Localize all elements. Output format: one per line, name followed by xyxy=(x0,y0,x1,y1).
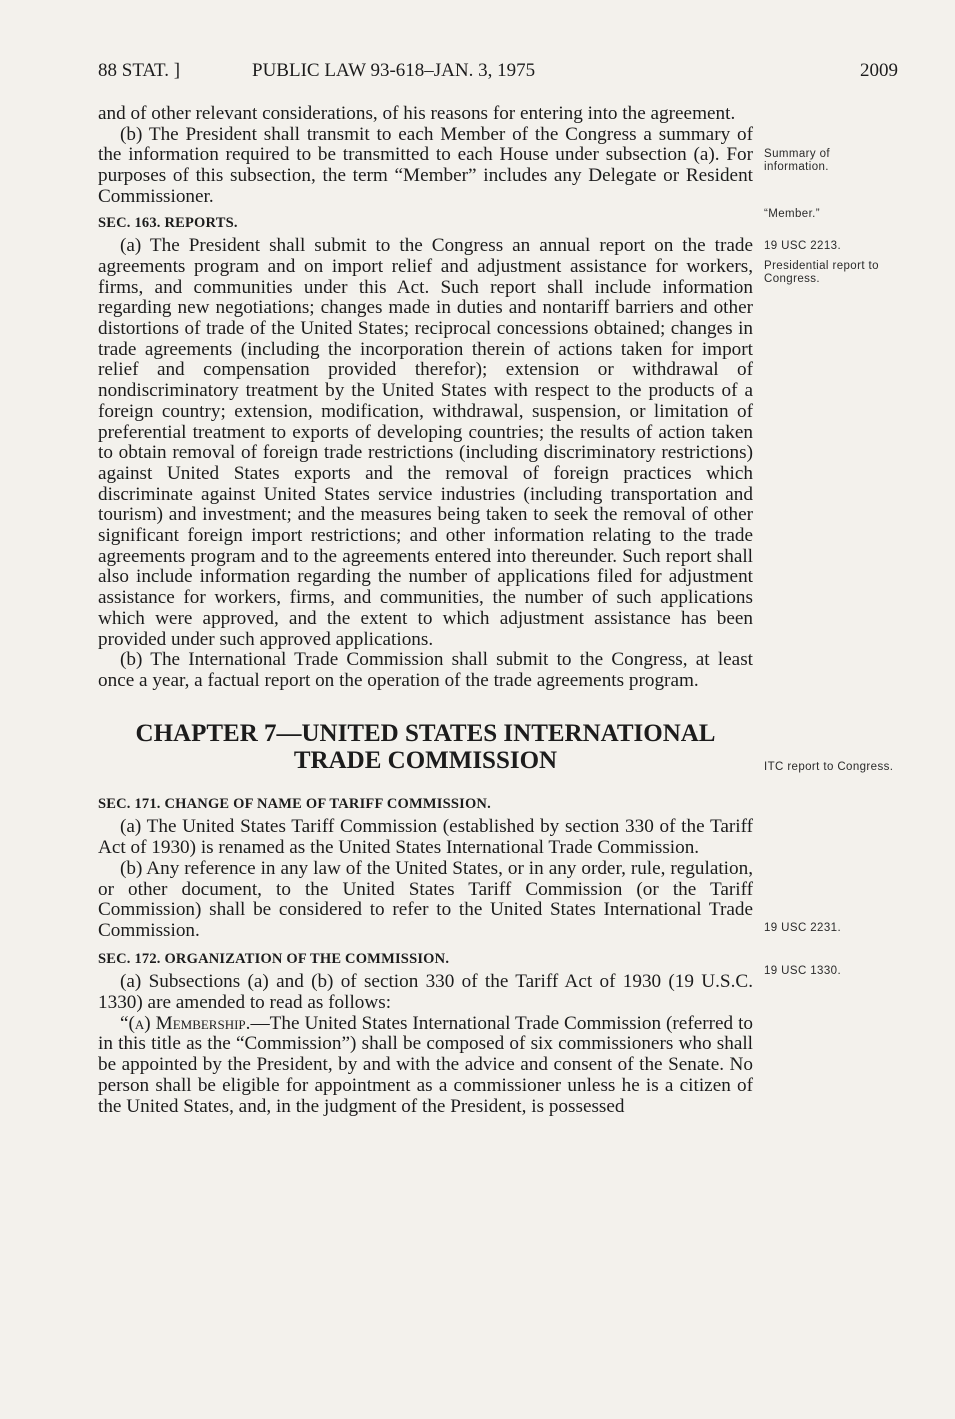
margin-note-presidential-report: Presidential report to Congress. xyxy=(764,260,879,285)
paragraph-membership xyxy=(98,1014,753,1118)
section-163-heading: SEC. 163. REPORTS. xyxy=(98,214,238,231)
page-number: 2009 xyxy=(860,60,898,81)
paragraph-163b: (b) The International Trade Commission shall submit to the Congress, at least once a year, a factual report on the operation of the trade agreements program. xyxy=(98,649,753,691)
paragraph-171b: (b) Any reference in any law of the United States, or in any order, rule, regulation, or other document, to the United States Tariff Commission (or the Tariff Commission) shall be considered to refer to the United States International Trade Commission. xyxy=(98,857,753,941)
paragraph-172a: (a) Subsections (a) and (b) of section 330 of the Tariff Act of 1930 (19 U.S.C. 1330) are amended to read as follows: xyxy=(98,971,753,1014)
section-172-heading: SEC. 172. ORGANIZATION OF THE COMMISSION. xyxy=(98,950,450,967)
membership-text: —The United States International Trade Commission (referred to in this title as the “Commission”) shall be composed of six commissioners who shall be appointed by the President, by and with the advice and consent of the Senate. No person shall be eligible for appointment as a commissioner unless he is a citizen of the United States, and, in the judgment of the President, is possessed xyxy=(98,1012,753,1117)
paragraph-171a: (a) The United States Tariff Commission (established by section 330 of the Tariff Act of 1930) is renamed as the United States International Trade Commission. xyxy=(98,816,753,859)
main-text xyxy=(98,104,753,1117)
chapter-heading-line-1: CHAPTER 7—UNITED STATES INTERNATIONAL xyxy=(135,719,716,747)
paragraph-163a: (a) The President shall submit to the Congress an annual report on the trade agreements program and on import relief and adjustment assistance for workers, firms, and communities under this Act. Such report shall include information regarding new negotiations; changes made in duties and nontariff barriers and other distortions of trade of the United States; reciprocal concessions obtained; changes in trade agreements (including the incorporation therein of actions taken for import relief and compensation provided therefor); extension or withdrawal of nondiscriminatory treatment by the United States with respect to the products of a foreign country; extension, modification, withdrawal, suspension, or limitation of preferential treatment to exports of developing countries; the results of action taken to obtain removal of foreign trade restrictions (including discriminatory restrictions) against United States exports and the removal of foreign practices which discriminate against United States service industries (including transportation and tourism) and investment; and the measures being taken to seek the removal of other significant foreign import restrictions; and other information relating to the trade agreements program and to the agreements entered into thereunder. Such report shall also include information regarding the number of applications filed for adjustment assistance for workers, firms, and communities, the number of such applications which were approved, and the extent to which adjustment assistance has been provided under such approved applications. xyxy=(98,235,753,650)
chapter-heading-line-2: TRADE COMMISSION xyxy=(293,746,558,774)
margin-note-member: “Member.” xyxy=(764,208,820,220)
margin-note-19usc1330: 19 USC 1330. xyxy=(764,965,842,977)
running-title: PUBLIC LAW 93-618–JAN. 3, 1975 xyxy=(252,60,536,81)
page-header xyxy=(98,60,898,88)
paragraph-continued: and of other relevant considerations, of his reasons for entering into the agreement. xyxy=(98,103,736,124)
paragraph-162b: (b) The President shall transmit to each Member of the Congress a summary of the information required to be transmitted to each House under subsection (a). For purposes of this subsection, the term “Member” includes any Delegate or Resident Commissioner. xyxy=(98,123,753,207)
statute-reference: 88 STAT. ] xyxy=(98,60,181,81)
membership-term: “(a) Membership. xyxy=(120,1012,251,1034)
margin-note-itc-report: ITC report to Congress. xyxy=(764,761,894,773)
margin-note-19usc2231: 19 USC 2231. xyxy=(764,922,842,934)
chapter-7-heading xyxy=(98,720,753,774)
section-171-heading: SEC. 171. CHANGE OF NAME OF TARIFF COMMISSION. xyxy=(98,795,491,812)
margin-note-19usc2213: 19 USC 2213. xyxy=(764,240,842,252)
margin-note-summary: Summary of information. xyxy=(764,148,830,173)
